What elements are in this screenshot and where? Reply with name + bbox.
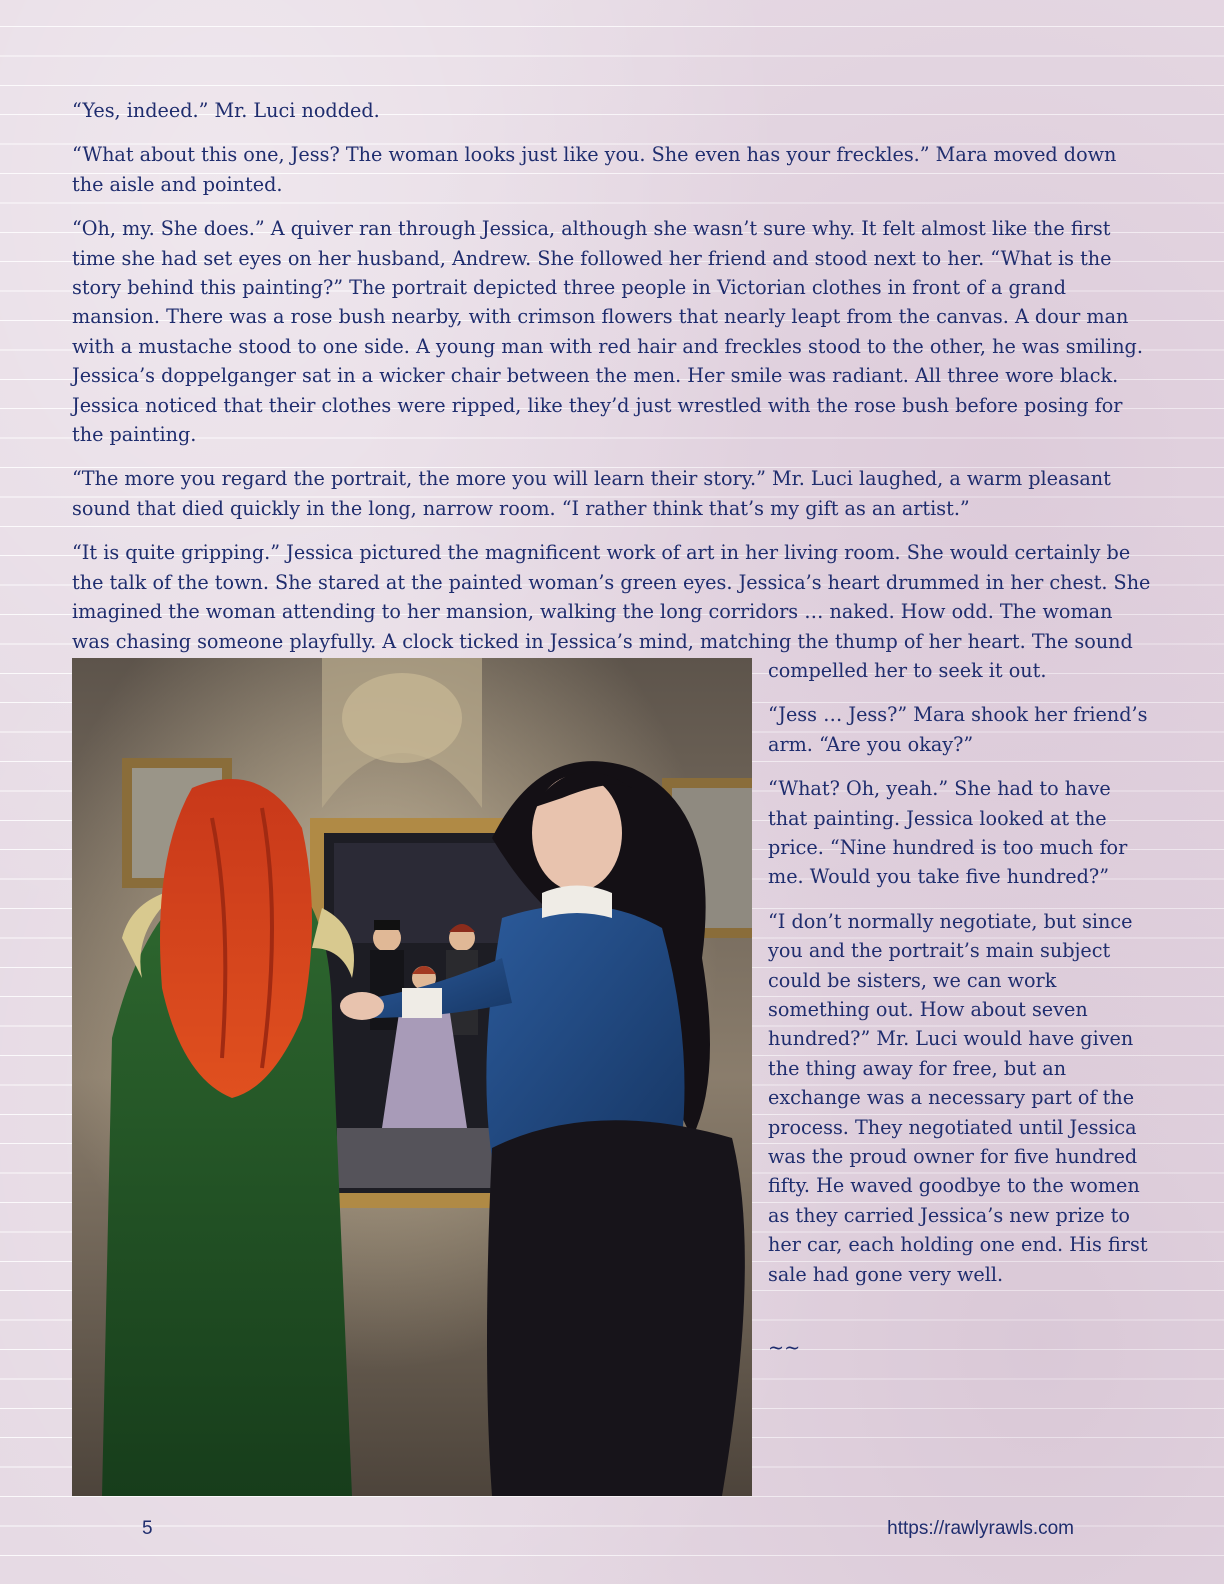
paragraph-8: “I don’t normally negotiate, but since you and the portrait’s main subject could be sisters, we can work something out. How about seven hundred?” Mr. Luci would have given the thing away for free, but an exchange was a necessary part of the process. They negotiated until Jessica was the proud owner for five hundred fifty. He waved goodbye to the women as they carried Jessica’s new prize to her car, each holding one end. His first sale had gone very well.	[768, 909, 1148, 1286]
illustration-art	[72, 658, 752, 1496]
paragraph-1: “Yes, indeed.” Mr. Luci nodded.	[72, 99, 380, 122]
scene-break: ~~	[768, 1336, 801, 1360]
footer-url[interactable]: https://rawlyrawls.com	[887, 1518, 1074, 1539]
paragraph-4: “The more you regard the portrait, the more you will learn their story.” Mr. Luci laughed, a warm pleasant sound that died quickly in the long, narrow room. “I rather think that’s my gift as an artist.”	[72, 467, 1111, 520]
gallery-illustration	[72, 658, 752, 1496]
page-number: 5	[142, 1518, 153, 1539]
paragraph-6: “Jess … Jess?” Mara shook her friend’s arm. “Are you okay?”	[768, 703, 1148, 756]
paragraph-5-tail: compelled her to seek it out.	[768, 658, 1047, 682]
paragraph-5-lead: “It is quite gripping.” Jessica pictured the magnificent work of art in her living room. She would certainly be the talk of the town. She stared at the painted woman’s green eyes. Jessica’s heart drummed in her chest. She imagined the woman attending to her mansion, walking the long corridors … naked. How odd. The woman was chasing someone playfully. A clock ticked in Jessica’s mind, matching the thump of her heart. The sound	[72, 541, 1151, 653]
paragraph-2: “What about this one, Jess? The woman looks just like you. She even has your freckles.” Mara moved down the aisle and pointed.	[72, 143, 1117, 196]
paragraph-3: “Oh, my. She does.” A quiver ran through Jessica, although she wasn’t sure why. It felt almost like the first time she had set eyes on her husband, Andrew. She followed her friend and stood next to her. “What is the story behind this painting?” The portrait depicted three people in Victorian clothes in front of a grand mansion. There was a rose bush nearby, with crimson flowers that nearly leapt from the canvas. A dour man with a mustache stood to one side. A young man with red hair and freckles stood to the other, he was smiling. Jessica’s doppelganger sat in a wicker chair between the men. Her smile was radiant. All three wore black. Jessica noticed that their clothes were ripped, like they’d just wrestled with the rose bush before posing for the painting.	[72, 217, 1143, 447]
paragraph-7: “What? Oh, yeah.” She had to have that painting. Jessica looked at the price. “Nine hundred is too much for me. Would you take five hundred?”	[768, 777, 1128, 889]
illustration-wrap-section	[72, 538, 1152, 1362]
story-text	[72, 96, 1152, 1496]
